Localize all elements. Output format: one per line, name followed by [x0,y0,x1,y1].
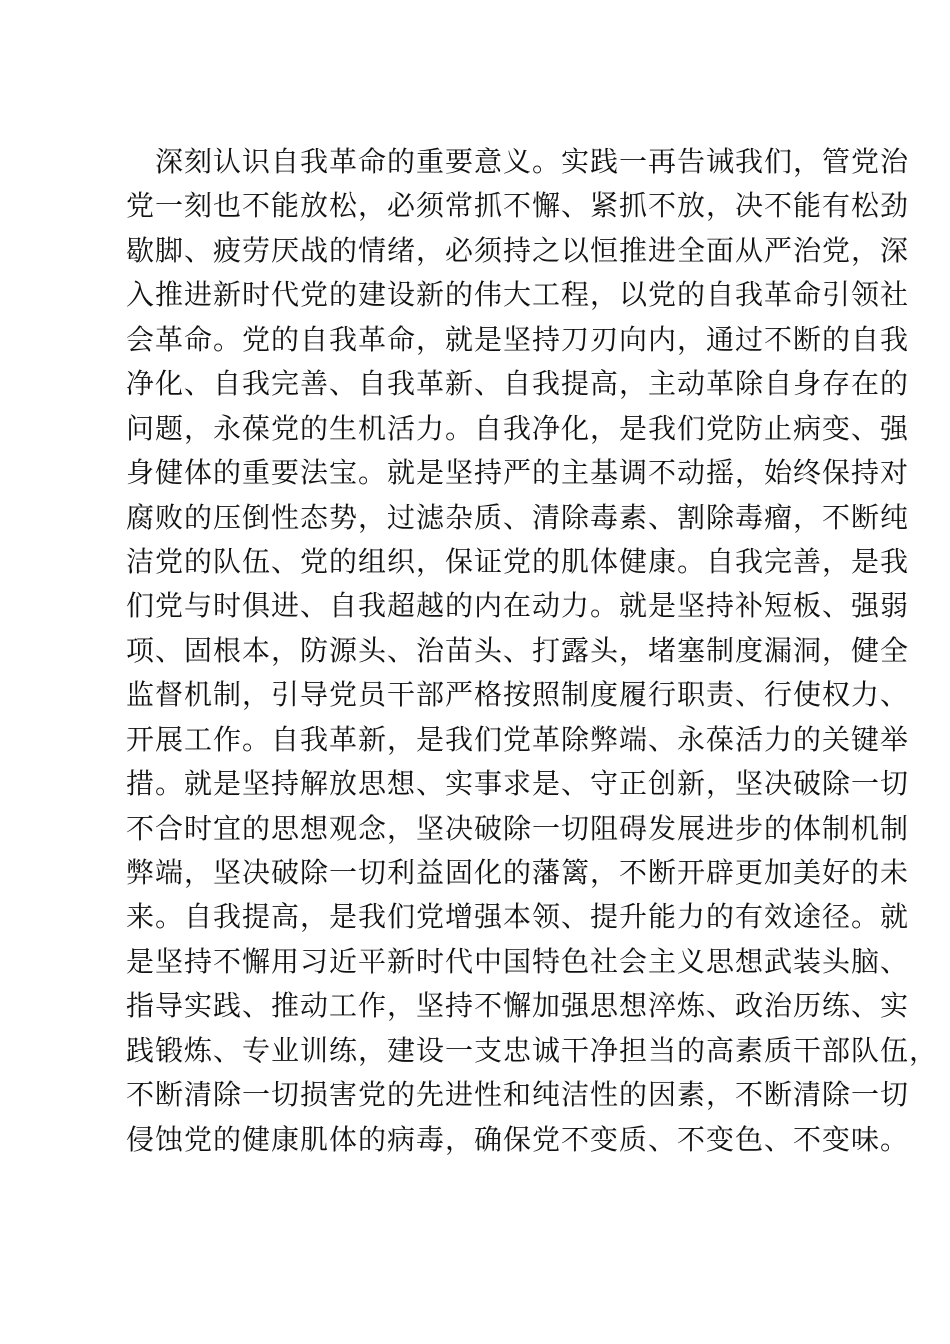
text-line: 入推进新时代党的建设新的伟大工程，以党的自我革命引领社 [126,278,910,312]
document-page [126,140,939,1162]
text-line: 措。就是坚持解放思想、实事求是、守正创新，坚决破除一切 [126,767,910,801]
text-line: 项、固根本，防源头、治苗头、打露头，堵塞制度漏洞，健全 [126,633,910,667]
text-line: 深刻认识自我革命的重要意义。实践一再告诫我们，管党治 [155,145,910,178]
body-paragraph [126,140,939,1162]
text-line: 们党与时俱进、自我超越的内在动力。就是坚持补短板、强弱 [126,589,910,623]
text-line: 净化、自我完善、自我革新、自我提高，主动革除自身存在的 [126,367,910,401]
text-line: 弊端，坚决破除一切利益固化的藩篱，不断开辟更加美好的未 [126,856,910,889]
text-line: 不合时宜的思想观念，坚决破除一切阻碍发展进步的体制机制 [126,811,910,845]
text-line: 问题，永葆党的生机活力。自我净化，是我们党防止病变、强 [126,411,910,445]
text-line: 践锻炼、专业训练，建设一支忠诚干净担当的高素质干部队伍， [126,1033,939,1067]
text-line: 洁党的队伍、党的组织，保证党的肌体健康。自我完善，是我 [126,544,910,578]
text-line: 侵蚀党的健康肌体的病毒，确保党不变质、不变色、不变味。 [126,1122,910,1156]
text-line: 腐败的压倒性态势，过滤杂质、清除毒素、割除毒瘤，不断纯 [126,500,910,534]
text-line: 身健体的重要法宝。就是坚持严的主基调不动摇，始终保持对 [126,456,910,490]
text-line: 指导实践、推动工作，坚持不懈加强思想淬炼、政治历练、实 [126,989,910,1023]
text-line: 歇脚、疲劳厌战的情绪，必须持之以恒推进全面从严治党，深 [126,233,910,267]
text-line: 会革命。党的自我革命，就是坚持刀刃向内，通过不断的自我 [126,322,910,356]
text-line: 监督机制，引导党员干部严格按照制度履行职责、行使权力、 [126,678,910,712]
text-line: 不断清除一切损害党的先进性和纯洁性的因素，不断清除一切 [126,1078,910,1112]
text-line: 开展工作。自我革新，是我们党革除弊端、永葆活力的关键举 [126,722,910,756]
text-line: 党一刻也不能放松，必须常抓不懈、紧抓不放，决不能有松劲 [126,189,910,223]
text-line: 是坚持不懈用习近平新时代中国特色社会主义思想武装头脑、 [126,944,910,978]
text-line: 来。自我提高，是我们党增强本领、提升能力的有效途径。就 [126,900,910,934]
